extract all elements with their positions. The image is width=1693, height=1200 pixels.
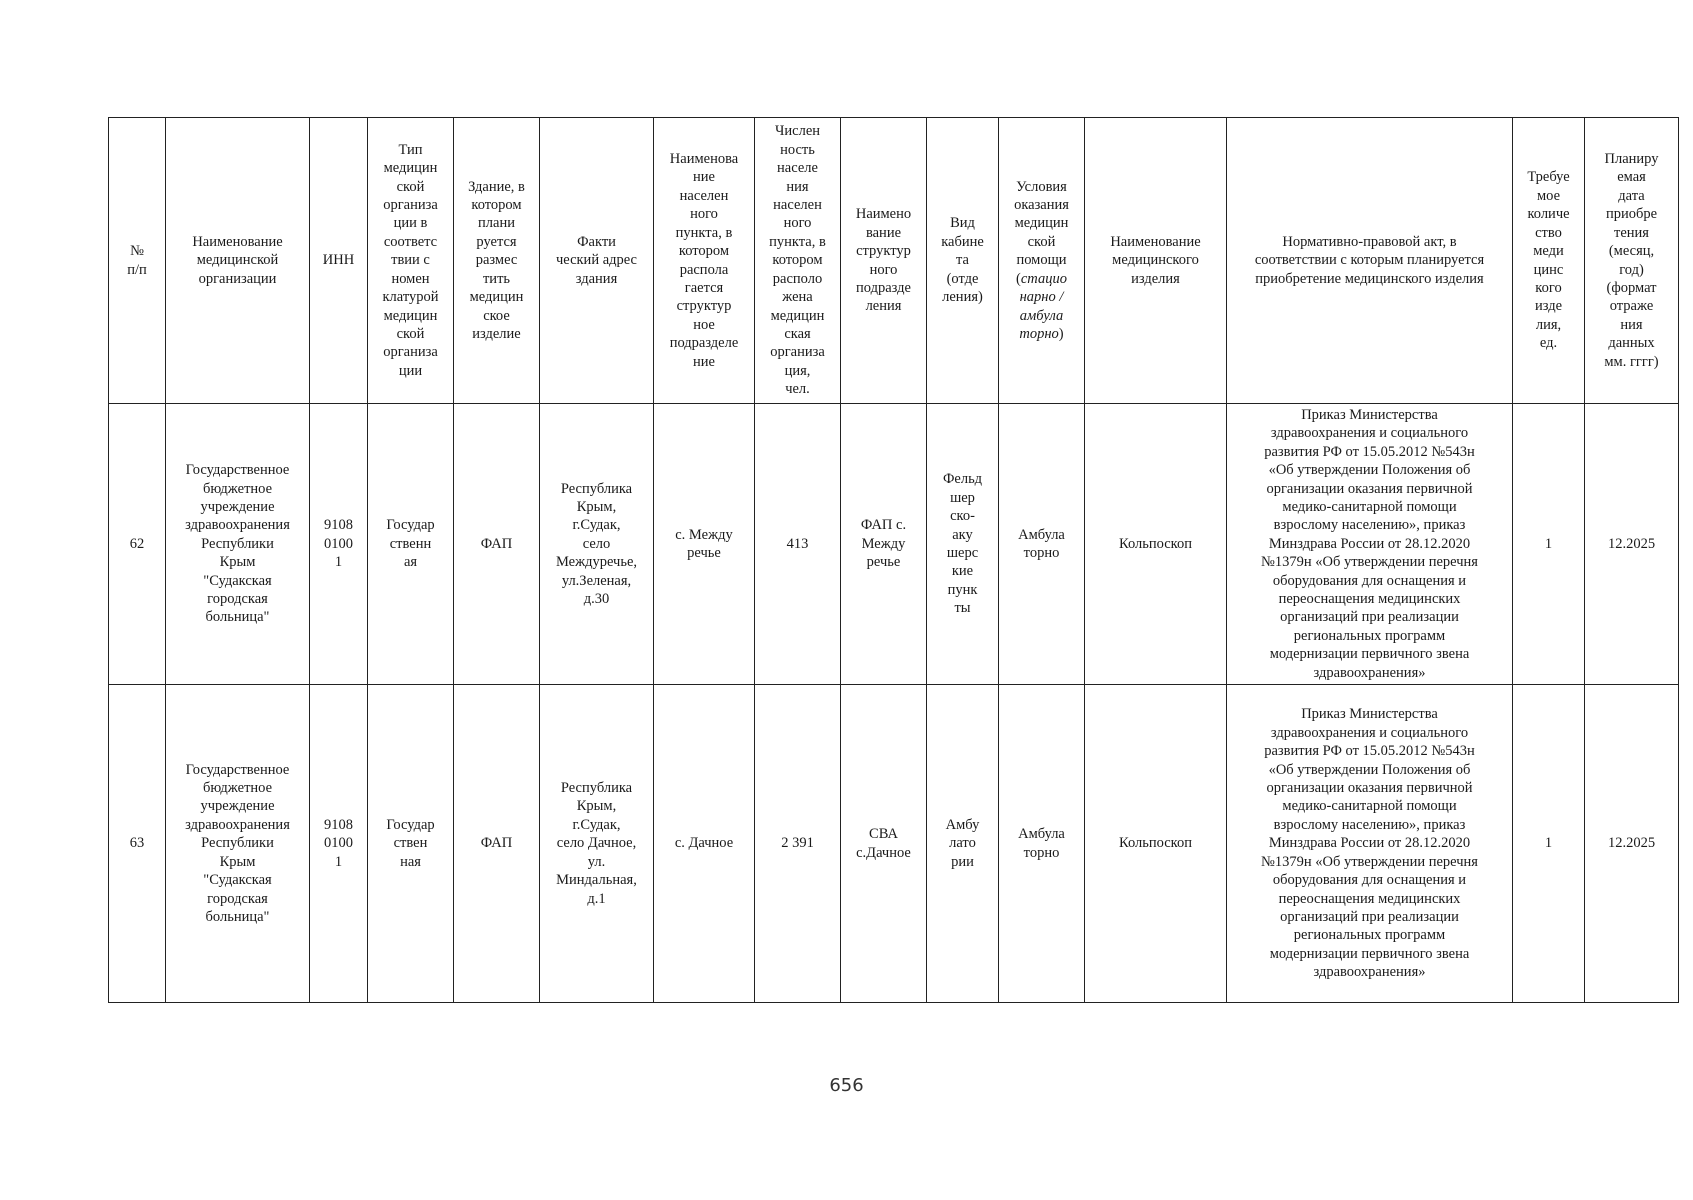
cell-inn: 9108 0100 1 [310,685,368,1003]
header-org-type: Тип медицин ской организа ции в соответс твии с номен клатурой медицин ской организа ции [368,118,454,404]
cell-legal-act: Приказ Министерства здравоохранения и социального развития РФ от 15.05.2012 №543н «Об утверждении Положения об организации оказания первичной медико-санитарной помощи взрослому населению», приказ Минздрава России от 28.12.2020 №1379н «Об утверждении перечня оборудования для оснащения и переоснащения медицинских организаций при реализации региональных программ модернизации первичного звена здравоохранения» [1227,404,1513,685]
cell-device-name: Кольпоскоп [1085,404,1227,685]
cell-address: Республика Крым, г.Судак, село Дачное, ул. Миндальная, д.1 [540,685,654,1003]
equipment-plan-table [108,117,1679,1003]
table-header-row [109,118,1679,404]
header-settlement: Наименова ние населен ного пункта, в котором распола гается структур ное подразделе ние [654,118,755,404]
header-num: № п/п [109,118,166,404]
cell-device-name: Кольпоскоп [1085,685,1227,1003]
cell-address: Республика Крым, г.Судак, село Междуречье, ул.Зеленая, д.30 [540,404,654,685]
header-conditions [999,118,1085,404]
header-conditions-italic: стацио нарно / амбула торно [1019,270,1067,342]
header-legal-act: Нормативно-правовой акт, в соответствии с которым планируется приобретение медицинского изделия [1227,118,1513,404]
page-number: 656 [829,1075,864,1096]
header-device-name: Наименование медицинского изделия [1085,118,1227,404]
header-address: Факти ческий адрес здания [540,118,654,404]
cell-org-name: Государственное бюджетное учреждение здравоохранения Республики Крым "Судакская городская больница" [166,685,310,1003]
cell-quantity: 1 [1513,685,1585,1003]
cell-num: 63 [109,685,166,1003]
cell-settlement: с. Между речье [654,404,755,685]
cell-population: 413 [755,404,841,685]
header-org-name: Наименование медицинской организации [166,118,310,404]
cell-planned-date: 12.2025 [1585,685,1679,1003]
cell-org-type: Государ ствен ная [368,685,454,1003]
cell-inn: 9108 0100 1 [310,404,368,685]
header-population: Числен ность населе ния населен ного пункта, в котором располо жена медицин ская организа ция, чел. [755,118,841,404]
header-planned-date: Планиру емая дата приобре тения (месяц, год) (формат отраже ния данных мм. гггг) [1585,118,1679,404]
table-row [109,685,1679,1003]
cell-population: 2 391 [755,685,841,1003]
cell-org-name: Государственное бюджетное учреждение здравоохранения Республики Крым "Судакская городская больница" [166,404,310,685]
header-quantity: Требуе мое количе ство меди цинс кого изде лия, ед. [1513,118,1585,404]
cell-unit-name: ФАП с. Между речье [841,404,927,685]
header-room-type: Вид кабине та (отде ления) [927,118,999,404]
cell-conditions: Амбула торно [999,404,1085,685]
cell-room-type: Фельд шер ско- аку шерс кие пунк ты [927,404,999,685]
header-unit-name: Наимено вание структур ного подразде ления [841,118,927,404]
header-building: Здание, в котором плани руется размес тить медицин ское изделие [454,118,540,404]
cell-room-type: Амбу лато рии [927,685,999,1003]
document-sheet [108,117,1679,1003]
header-inn: ИНН [310,118,368,404]
header-conditions-suffix: ) [1058,325,1064,342]
table-row [109,404,1679,685]
cell-num: 62 [109,404,166,685]
cell-unit-name: СВА с.Дачное [841,685,927,1003]
cell-quantity: 1 [1513,404,1585,685]
cell-building: ФАП [454,404,540,685]
cell-planned-date: 12.2025 [1585,404,1679,685]
header-conditions-prefix: Условия оказания медицин ской помощи ( [1014,178,1069,287]
cell-building: ФАП [454,685,540,1003]
cell-settlement: с. Дачное [654,685,755,1003]
cell-org-type: Государ ственн ая [368,404,454,685]
cell-legal-act: Приказ Министерства здравоохранения и социального развития РФ от 15.05.2012 №543н «Об утверждении Положения об организации оказания первичной медико-санитарной помощи взрослому населению», приказ Минздрава России от 28.12.2020 №1379н «Об утверждении перечня оборудования для оснащения и переоснащения медицинских организаций при реализации региональных программ модернизации первичного звена здравоохранения» [1227,685,1513,1003]
cell-conditions: Амбула торно [999,685,1085,1003]
